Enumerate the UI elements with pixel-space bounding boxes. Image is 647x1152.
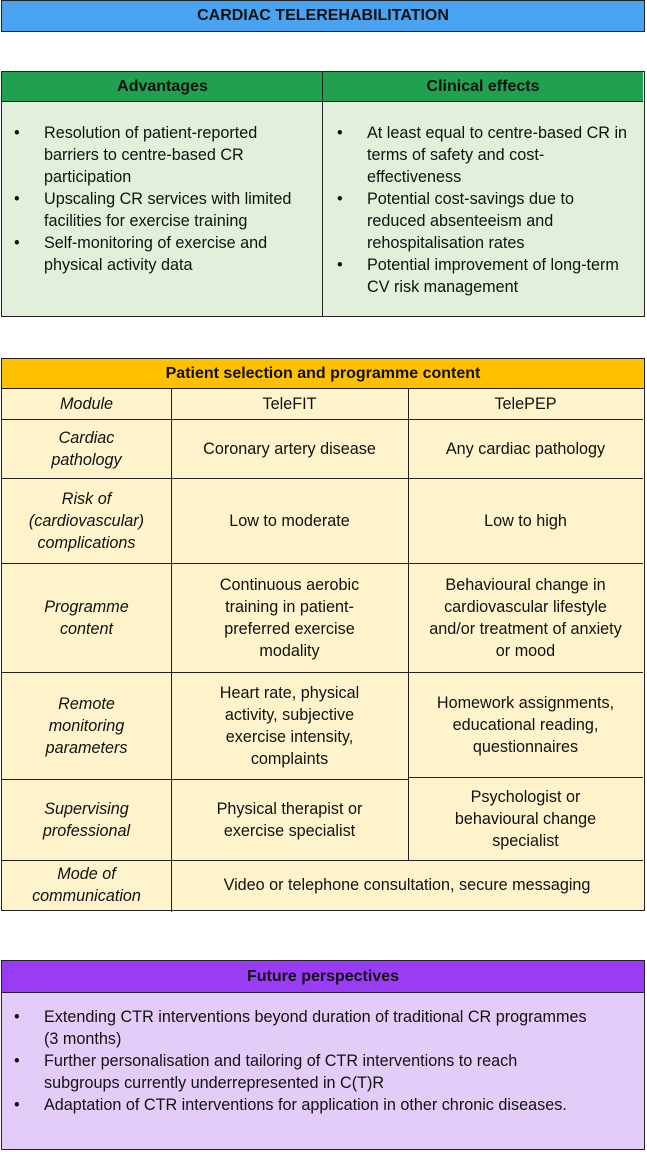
list-item: • Extending CTR interventions beyond duration of traditional CR programmes (3 months) bbox=[14, 1008, 587, 1048]
list-item: • Self-monitoring of exercise and physical activity data bbox=[14, 234, 268, 274]
telefit-cell: Low to moderate bbox=[229, 511, 350, 530]
row-label-risk: Risk of (cardiovascular) complications bbox=[28, 489, 145, 552]
patient-selection-table bbox=[1, 358, 645, 911]
column-header-telefit: TeleFIT bbox=[262, 395, 317, 413]
column-header-telepep: TelePEP bbox=[494, 395, 557, 413]
telepep-cell: Behavioural change in cardiovascular lifestyle and/or treatment of anxiety or mood bbox=[429, 575, 622, 660]
list-item: • At least equal to centre-based CR in terms of safety and cost-effectiveness bbox=[337, 124, 628, 186]
telepep-cell: Any cardiac pathology bbox=[445, 439, 606, 458]
advantages-list bbox=[13, 122, 293, 276]
list-item: • Upscaling CR services with limited facilities for exercise training bbox=[14, 190, 292, 230]
row-label-supervising-professional: Supervising professional bbox=[42, 799, 131, 840]
future-perspectives-heading: Future perspectives bbox=[2, 961, 644, 993]
communication-cell: Video or telephone consultation, secure messaging bbox=[223, 876, 591, 894]
row-label-programme-content: Programme content bbox=[44, 597, 129, 638]
telefit-cell: Heart rate, physical activity, subjective exercise intensity, complaints bbox=[219, 683, 360, 768]
list-item: • Adaptation of CTR interventions for application in other chronic diseases. bbox=[14, 1096, 567, 1114]
clinical-effects-heading: Clinical effects bbox=[323, 72, 643, 102]
telepep-cell: Low to high bbox=[484, 511, 567, 530]
telefit-cell: Coronary artery disease bbox=[203, 439, 376, 458]
telepep-cell: Psychologist or behavioural change specialist bbox=[454, 787, 597, 850]
telefit-cell: Continuous aerobic training in patient-preferred exercise modality bbox=[219, 575, 360, 660]
column-divider bbox=[322, 72, 323, 316]
patient-selection-heading: Patient selection and programme content bbox=[2, 359, 644, 389]
list-item: • Further personalisation and tailoring of CTR interventions to reach subgroups currently underrepresented in C(T)R bbox=[14, 1052, 518, 1092]
row-label-mode-of-communication: Mode of communication bbox=[32, 865, 141, 905]
telepep-cell: Homework assignments, educational reading, questionnaires bbox=[436, 693, 615, 756]
advantages-effects-panel bbox=[1, 71, 645, 317]
row-label-cardiac-pathology: Cardiac pathology bbox=[51, 428, 122, 469]
future-perspectives-list bbox=[13, 1006, 593, 1116]
page-title: CARDIAC TELEREHABILITATION bbox=[1, 0, 645, 32]
telefit-cell: Physical therapist or exercise specialist bbox=[216, 799, 363, 840]
clinical-effects-list bbox=[336, 122, 632, 298]
column-header-module: Module bbox=[59, 395, 114, 413]
list-item: • Potential cost-savings due to reduced absenteeism and rehospitalisation rates bbox=[337, 190, 574, 252]
list-item: • Potential improvement of long-term CV risk management bbox=[337, 256, 619, 296]
row-label-remote-monitoring: Remote monitoring parameters bbox=[45, 694, 128, 757]
future-perspectives-panel bbox=[1, 960, 645, 1150]
advantages-heading: Advantages bbox=[2, 72, 323, 102]
list-item: • Resolution of patient-reported barriers to centre-based CR participation bbox=[14, 124, 258, 186]
